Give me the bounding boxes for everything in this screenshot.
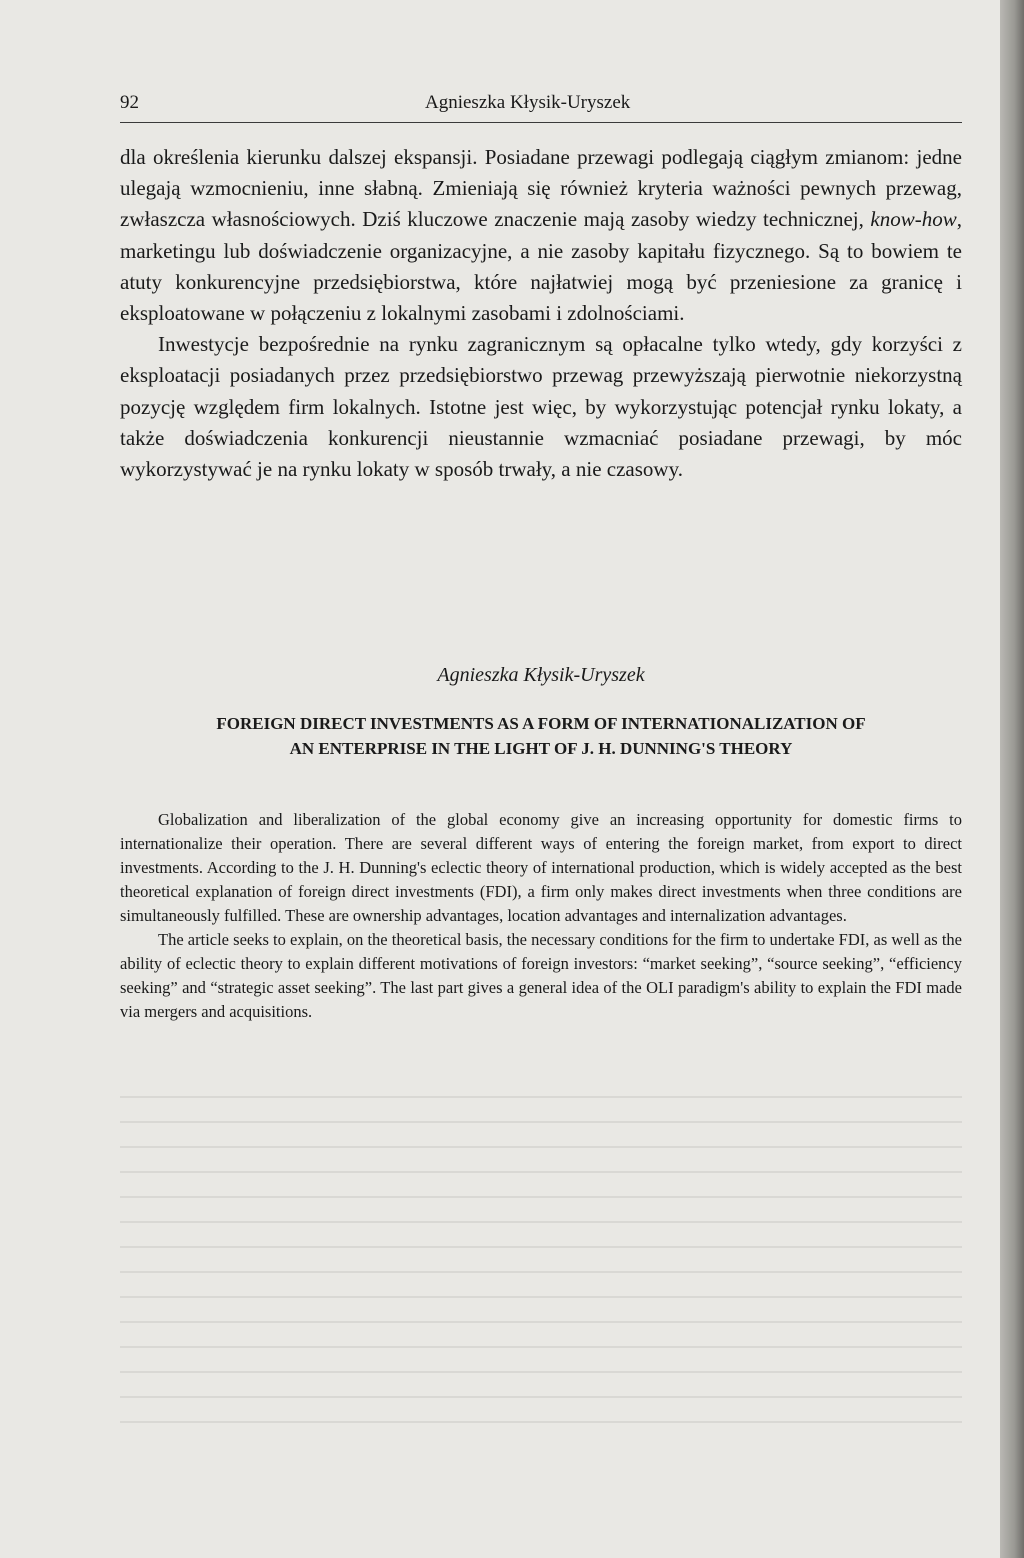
- summary-title-line-2: AN ENTERPRISE IN THE LIGHT OF J. H. DUNNING'S THEORY: [289, 738, 793, 758]
- summary-author: Agnieszka Kłysik-Uryszek: [437, 664, 645, 686]
- show-through-texture: [120, 1080, 962, 1440]
- summary-title: [120, 712, 962, 761]
- body-paragraph-1: [120, 142, 962, 329]
- body-paragraph-1-italic: know-how: [870, 207, 957, 232]
- abstract-paragraph-2: The article seeks to explain, on the theoretical basis, the necessary conditions for the firm to undertake FDI, as well as the ability of eclectic theory to explain different motivations of foreign investors: “market seeking”, “source seeking”, “efficiency seeking” and “strategic asset seeking”. The last part gives a general idea of the OLI paradigm's ability to explain the FDI made via mergers and acquisitions.: [120, 930, 962, 1021]
- running-head-author: Agnieszka Kłysik-Uryszek: [425, 92, 631, 113]
- abstract-paragraph-1: Globalization and liberalization of the global economy give an increasing opportunity for domestic firms to internationalize their operation. There are several different ways of entering the foreign market, from export to direct investments. According to the J. H. Dunning's eclectic theory of international production, which is widely accepted as the best theoretical explanation of foreign direct investments (FDI), a firm only makes direct investments when three conditions are simultaneously fulfilled. These are ownership advantages, location advantages and internalization advantages.: [120, 810, 962, 925]
- body-text: [120, 142, 962, 485]
- abstract: [120, 808, 962, 1024]
- body-paragraph-1-tail: , marketingu lub doświadczenie organizacyjne, a nie zasoby kapitału fizycznego. Są to bowiem te atuty konkurencyjne przedsiębiorstwa, które najłatwiej mogą być przeniesione za granicę i eksploatowane w połączeniu z lokalnymi zasobami i zdolnościami.: [120, 207, 962, 326]
- body-paragraph-1-text: dla określenia kierunku dalszej ekspansji. Posiadane przewagi podlegają ciągłym zmianom: jedne ulegają wzmocnieniu, inne słabną. Zmieniają się również kryteria ważności pewnych przewag, zwłaszcza własnościowych. Dziś kluczowe znaczenie mają zasoby wiedzy technicznej,: [120, 145, 962, 232]
- header-rule: [120, 122, 962, 123]
- book-spine-shadow: [1000, 0, 1024, 1558]
- running-head: [120, 92, 962, 120]
- summary-title-line-1: FOREIGN DIRECT INVESTMENTS AS A FORM OF INTERNATIONALIZATION OF: [216, 714, 866, 733]
- body-paragraph-2: Inwestycje bezpośrednie na rynku zagranicznym są opłacalne tylko wtedy, gdy korzyści z eksploatacji posiadanych przez przedsiębiorstwo przewag przewyższają pierwotnie niekorzystną pozycję względem firm lokalnych. Istotne jest więc, by wykorzystując potencjał rynku lokaty, a także doświadczenia konkurencji nieustannie wzmacniać posiadane przewagi, by móc wykorzystywać je na rynku lokaty w sposób trwały, a nie czasowy.: [120, 332, 962, 482]
- page-number: 92: [120, 92, 139, 113]
